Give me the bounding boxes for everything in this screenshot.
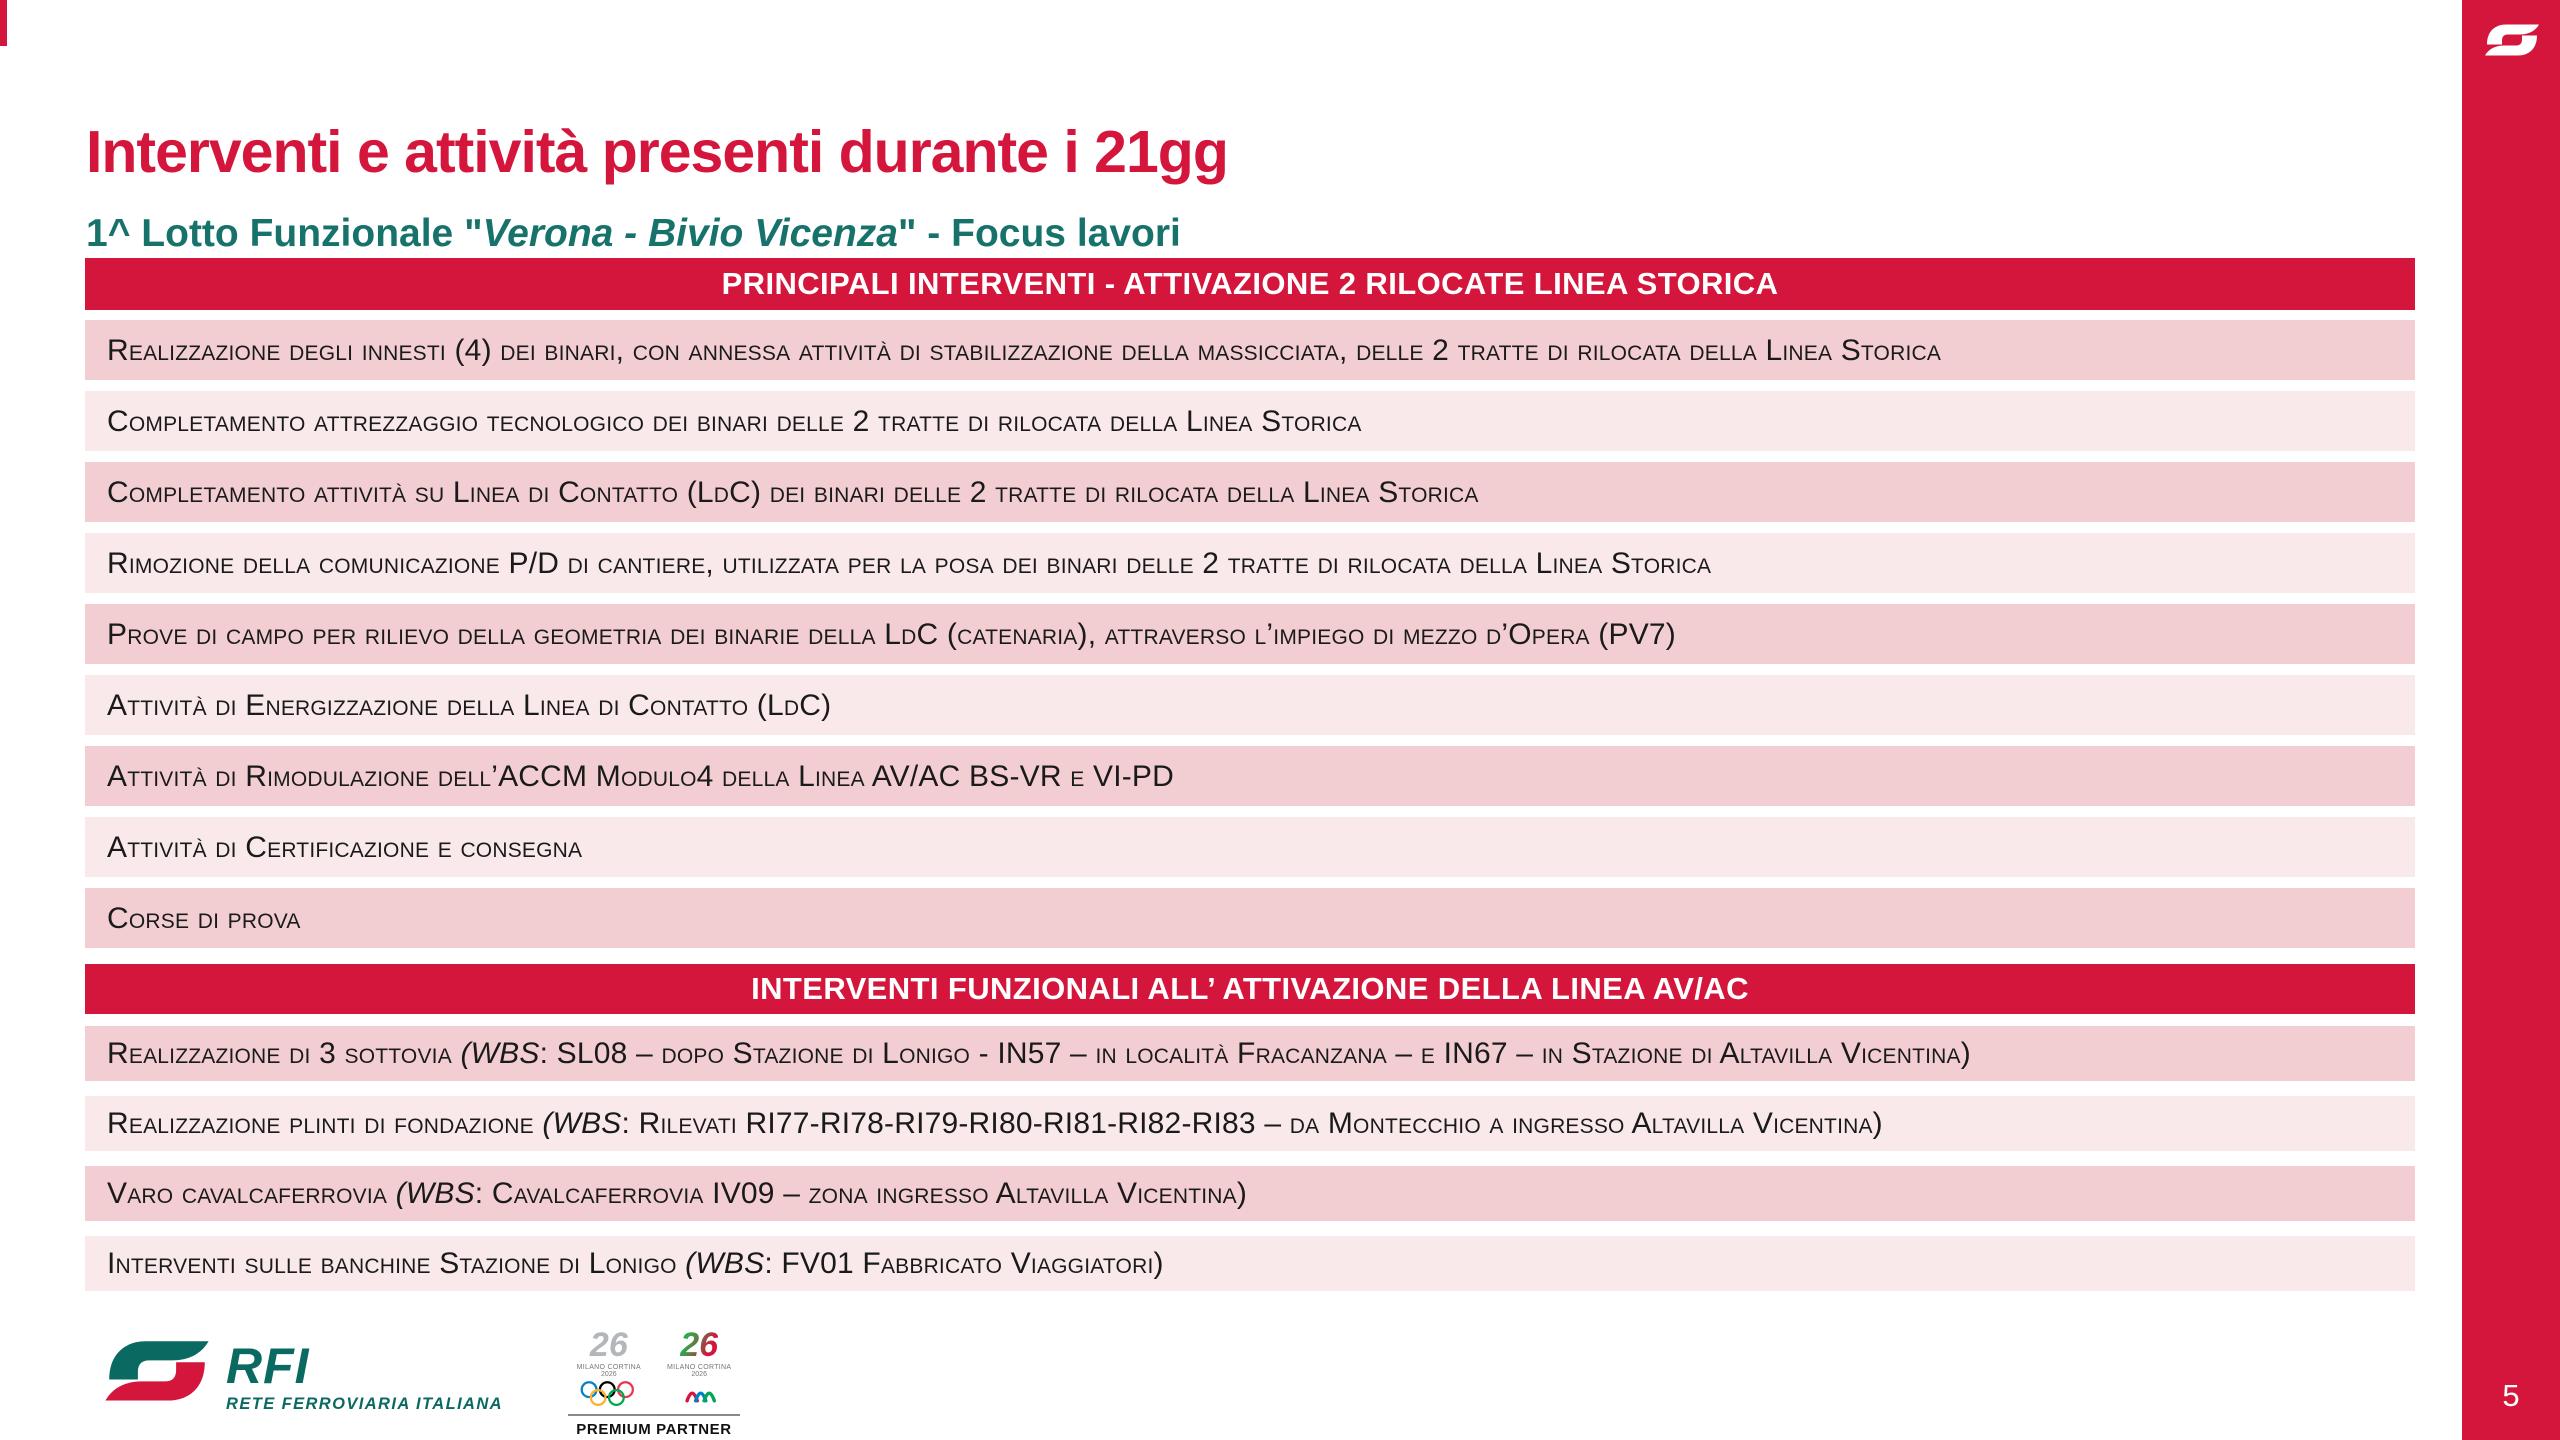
corner-accent-mark [0, 0, 7, 46]
row-text: Attività di Rimodulazione dell’ACCM Modulo4 della Linea AV/AC BS-VR e VI-PD [107, 759, 1175, 793]
page-subtitle [86, 212, 1181, 256]
tables-container [85, 258, 2415, 1306]
table-row [85, 462, 2415, 522]
row-text [107, 1107, 1883, 1140]
rfi-tagline: RETE FERROVIARIA ITALIANA [226, 1395, 503, 1413]
row-text: Attività di Certificazione e consegna [107, 830, 583, 864]
milano-cortina-logos [577, 1328, 732, 1407]
row-text: Attività di Energizzazione della Linea di Contatto (LdC) [107, 688, 832, 722]
row-text: Rimozione della comunicazione P/D di cantiere, utilizzata per la posa dei binari delle 2 tratte di rilocata della Linea Storica [107, 546, 1712, 580]
milano-cortina-label: MILANO CORTINA [576, 1364, 641, 1371]
rfi-wordmark [226, 1326, 503, 1414]
premium-partner-label: PREMIUM PARTNER [576, 1421, 732, 1438]
row-text [107, 1247, 1164, 1280]
row-segment: Varo cavalcaferrovia [107, 1177, 396, 1210]
table-row [85, 1026, 2415, 1081]
rfi-name: RFI [226, 1338, 310, 1394]
page-title: Interventi e attività presenti durante i 21gg [86, 118, 1228, 185]
partner-divider [568, 1414, 740, 1416]
row-text: Realizzazione degli innesti (4) dei binari, con annessa attività di stabilizzazione della massicciata, delle 2 tratte di rilocata della Linea Storica [107, 333, 1942, 367]
row-segment: Realizzazione plinti di fondazione [107, 1107, 543, 1140]
subtitle-suffix: " - Focus lavori [897, 212, 1181, 256]
mark-segment: 2 [680, 1326, 700, 1364]
table-row [85, 533, 2415, 593]
table-row [85, 817, 2415, 877]
page-number: 5 [2502, 1378, 2520, 1413]
wbs-label: (WBS [460, 1037, 540, 1070]
row-segment: : FV01 Fabbricato Viaggiatori) [764, 1247, 1164, 1280]
table2-header: INTERVENTI FUNZIONALI ALL’ ATTIVAZIONE DELLA LINEA AV/AC [85, 964, 2415, 1014]
milano-cortina-26-mark: 26 [589, 1326, 628, 1364]
table-row [85, 391, 2415, 451]
side-accent-bar [2462, 0, 2560, 1440]
rfi-logo [98, 1326, 503, 1414]
row-segment: : Cavalcaferrovia IV09 – zona ingresso Altavilla Vicentina) [474, 1177, 1248, 1210]
table-row [85, 604, 2415, 664]
table-row [85, 1166, 2415, 1221]
footer [98, 1326, 749, 1438]
milano-cortina-label: MILANO CORTINA [667, 1364, 732, 1371]
mark-segment: 6 [699, 1326, 719, 1364]
table-linea-avac [85, 964, 2415, 1291]
table-row [85, 746, 2415, 806]
wbs-label: (WBS [395, 1177, 475, 1210]
paralympic-agitos-icon [682, 1381, 716, 1407]
row-text [107, 1037, 1971, 1070]
rfi-swoosh-icon [98, 1326, 216, 1412]
row-segment: : Rilevati RI77-RI78-RI79-RI80-RI81-RI82-RI83 – da Montecchio a ingresso Altavilla Vicentina) [621, 1107, 1883, 1140]
olympic-rings-icon [580, 1381, 638, 1407]
table-row [85, 675, 2415, 735]
row-segment: : SL08 – dopo Stazione di Lonigo - IN57 – in località Fracanzana – e IN67 – in Stazione di Altavilla Vicentina) [539, 1037, 1971, 1070]
row-text: Completamento attività su Linea di Contatto (LdC) dei binari delle 2 tratte di rilocata della Linea Storica [107, 475, 1479, 509]
milano-cortina-paralympic-logo [667, 1328, 731, 1407]
table-row [85, 320, 2415, 380]
table-row [85, 1236, 2415, 1291]
row-text [107, 1177, 1247, 1210]
table-row [85, 888, 2415, 948]
row-segment: Interventi sulle banchine Stazione di Lonigo [107, 1247, 686, 1280]
row-text: Prove di campo per rilievo della geometria dei binarie della LdC (catenaria), attraverso l’impiego di mezzo d’Opera (PV7) [107, 617, 1676, 651]
wbs-label: (WBS [542, 1107, 622, 1140]
subtitle-prefix: 1^ Lotto Funzionale " [86, 212, 483, 256]
row-segment: Realizzazione di 3 sottovia [107, 1037, 461, 1070]
table-row [85, 1096, 2415, 1151]
milano-cortina-26-mark-colored [680, 1328, 718, 1362]
subtitle-highlight: Verona - Bivio Vicenza [482, 212, 898, 256]
milano-cortina-partner-block [559, 1326, 749, 1438]
milano-cortina-year: 2026 [601, 1371, 617, 1378]
table1-header: PRINCIPALI INTERVENTI - ATTIVAZIONE 2 RILOCATE LINEA STORICA [85, 258, 2415, 310]
wbs-label: (WBS [685, 1247, 765, 1280]
table-linea-storica [85, 258, 2415, 948]
row-text: Corse di prova [107, 901, 301, 935]
milano-cortina-year: 2026 [691, 1371, 707, 1378]
milano-cortina-olympic-logo [577, 1328, 641, 1407]
row-text: Completamento attrezzaggio tecnologico dei binari delle 2 tratte di rilocata della Linea Storica [107, 404, 1362, 438]
fs-logo-icon [2482, 13, 2542, 65]
